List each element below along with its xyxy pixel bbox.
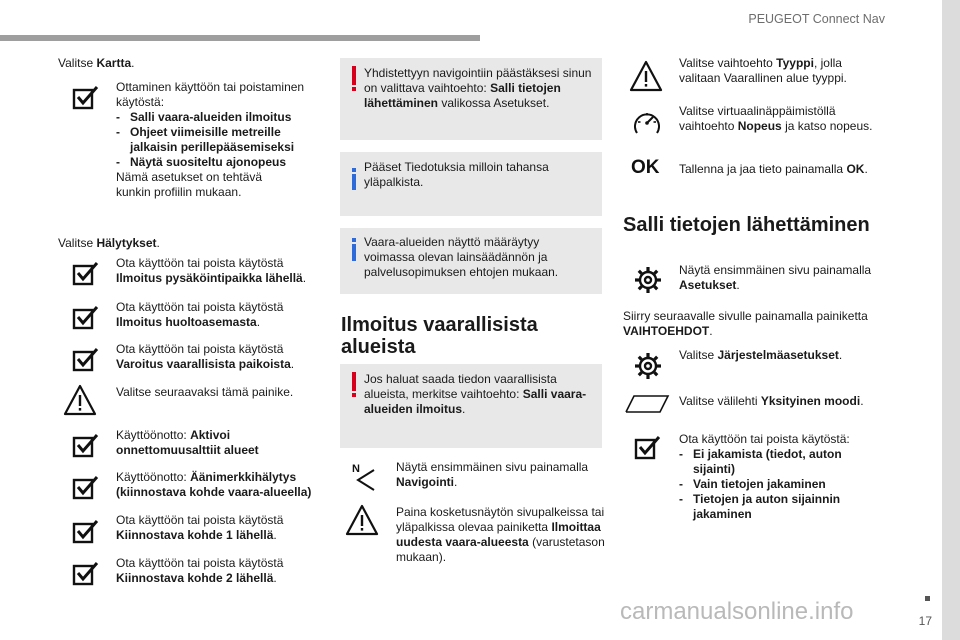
alert-row-next: Valitse seuraavaksi tämä painike. — [116, 385, 294, 399]
list-item: - Vain tietojen jakaminen — [679, 477, 879, 492]
warning-icon — [628, 58, 664, 94]
warning-mark-icon — [352, 372, 356, 391]
checkbox-icon — [632, 432, 664, 464]
kartta-options-text: Ottaminen käyttöön tai poistaminen käytöstä: - Salli vaara-alueiden ilmoitus - Ohjeet viimeisille metreille jalkaisin perillepääsemiseksi - Näytä suositeltu ajonopeus Nämä asetukset on tehtävä kunkin profiilin mukaan. — [116, 80, 316, 200]
info-box-enable-alerts — [340, 364, 602, 448]
info-box-legislation — [340, 228, 602, 294]
alert-row-poi2: Ota käyttöön tai poista käytöstä Kiinnostava kohde 2 lähellä. — [116, 556, 284, 585]
page-header: PEUGEOT Connect Nav — [748, 12, 885, 26]
tab-row-text: Valitse välilehti Yksityinen moodi. — [679, 394, 864, 408]
warning-mark-icon — [352, 66, 356, 85]
watermark: carmanualsonline.info — [620, 598, 854, 625]
checkbox-icon — [70, 516, 102, 548]
info-box-text: Pääset Tiedotuksia milloin tahansa yläpalkista. — [364, 160, 549, 189]
info-box-text: Vaara-alueiden näyttö määräytyy voimassa olevan lainsäädännön ja palvelusopimuksen ehtojen mukaan. — [364, 235, 559, 279]
info-box-notifications — [340, 152, 602, 216]
info-mark-icon — [352, 244, 356, 261]
warning-mark-dot — [352, 393, 356, 397]
header-rule — [0, 35, 480, 41]
page-bullet — [925, 596, 930, 601]
warning-icon — [62, 382, 98, 418]
page-number: 17 — [918, 614, 932, 628]
info-mark-icon — [352, 174, 356, 190]
page-edge-strip — [942, 0, 960, 640]
list-item: - Ohjeet viimeisille metreille jalkaisin perillepääsemiseksi — [116, 125, 316, 155]
checkbox-icon — [70, 258, 102, 290]
info-box-text: Yhdistettyyn navigointiin päästäksesi sinun on valittava vaihtoehto: Salli tietojen lähettäminen valikossa Asetukset. — [364, 66, 592, 110]
ok-icon: OK — [631, 157, 660, 178]
settings-row-text: Näytä ensimmäinen sivu painamalla Asetukset. — [679, 263, 872, 292]
section-title-data-sharing: Salli tietojen lähettäminen — [623, 214, 870, 236]
options-paragraph: Siirry seuraavalle sivulle painamalla painiketta VAIHTOEHDOT. — [623, 309, 868, 338]
alert-row-service: Ota käyttöön tai poista käytöstä Ilmoitus huoltoasemasta. — [116, 300, 284, 329]
speed-row-text: Valitse virtuaalinäppäimistöllä vaihtoehto Nopeus ja katso nopeus. — [679, 104, 873, 133]
speedometer-icon — [630, 106, 664, 140]
list-item: - Näytä suositeltu ajonopeus — [116, 155, 316, 170]
tab-icon — [624, 392, 670, 416]
info-box-text: Jos haluat saada tiedon vaarallisista alueista, merkitse vaihtoehto: Salli vaara-alueiden ilmoitus. — [364, 372, 587, 416]
report-row-text: Paina kosketusnäytön sivupalkeissa tai yläpalkissa olevaa painiketta Ilmoittaa uudesta vaara-alueesta (varustetason mukaan). — [396, 505, 605, 564]
checkbox-icon — [70, 82, 102, 114]
alert-row-danger: Ota käyttöön tai poista käytöstä Varoitus vaarallisista paikoista. — [116, 342, 295, 371]
alert-row-accident: Käyttöönotto: Aktivoi onnettomuusalttiit alueet — [116, 428, 259, 457]
info-mark-dot — [352, 168, 356, 172]
navigation-icon — [350, 460, 380, 492]
ok-row-text: Tallenna ja jaa tieto painamalla OK. — [679, 162, 868, 176]
svg-text:N: N — [352, 463, 360, 475]
info-mark-dot — [352, 238, 356, 242]
checkbox-icon — [70, 302, 102, 334]
alert-row-sound: Käyttöönotto: Äänimerkkihälytys (kiinnostava kohde vaara-alueella) — [116, 470, 312, 499]
system-row-text: Valitse Järjestelmäasetukset. — [679, 348, 843, 362]
intro-kartta: Valitse Kartta. — [58, 56, 135, 70]
section-title-danger-zones: Ilmoitus vaarallisista alueista — [341, 314, 538, 358]
list-item: - Ei jakamista (tiedot, auton sijainti) — [679, 447, 879, 477]
list-item: - Tietojen ja auton sijainnin jakaminen — [679, 492, 879, 522]
checkbox-icon — [70, 430, 102, 462]
nav-row-text: Näytä ensimmäinen sivu painamalla Navigointi. — [396, 460, 589, 489]
checkbox-icon — [70, 472, 102, 504]
alert-row-poi1: Ota käyttöön tai poista käytöstä Kiinnostava kohde 1 lähellä. — [116, 513, 284, 542]
gear-icon — [632, 350, 664, 382]
warning-icon — [344, 502, 380, 538]
kartta-options-list — [116, 110, 316, 170]
info-box-connected-nav — [340, 58, 602, 140]
checkbox-icon — [70, 558, 102, 590]
warning-mark-dot — [352, 87, 356, 91]
intro-halytykset: Valitse Hälytykset. — [58, 236, 160, 250]
checkbox-icon — [70, 344, 102, 376]
type-row-text: Valitse vaihtoehto Tyyppi, jolla valitaan Vaarallinen alue tyyppi. — [679, 56, 847, 85]
privacy-row-text: Ota käyttöön tai poista käytöstä: - Ei jakamista (tiedot, auton sijainti) - Vain tietojen jakaminen - Tietojen ja auton sijainnin jakaminen — [679, 432, 879, 522]
alert-row-parking: Ota käyttöön tai poista käytöstä Ilmoitus pysäköintipaikka lähellä. — [116, 256, 307, 285]
privacy-options-list — [679, 447, 879, 522]
list-item: - Salli vaara-alueiden ilmoitus — [116, 110, 316, 125]
gear-icon — [632, 264, 664, 296]
